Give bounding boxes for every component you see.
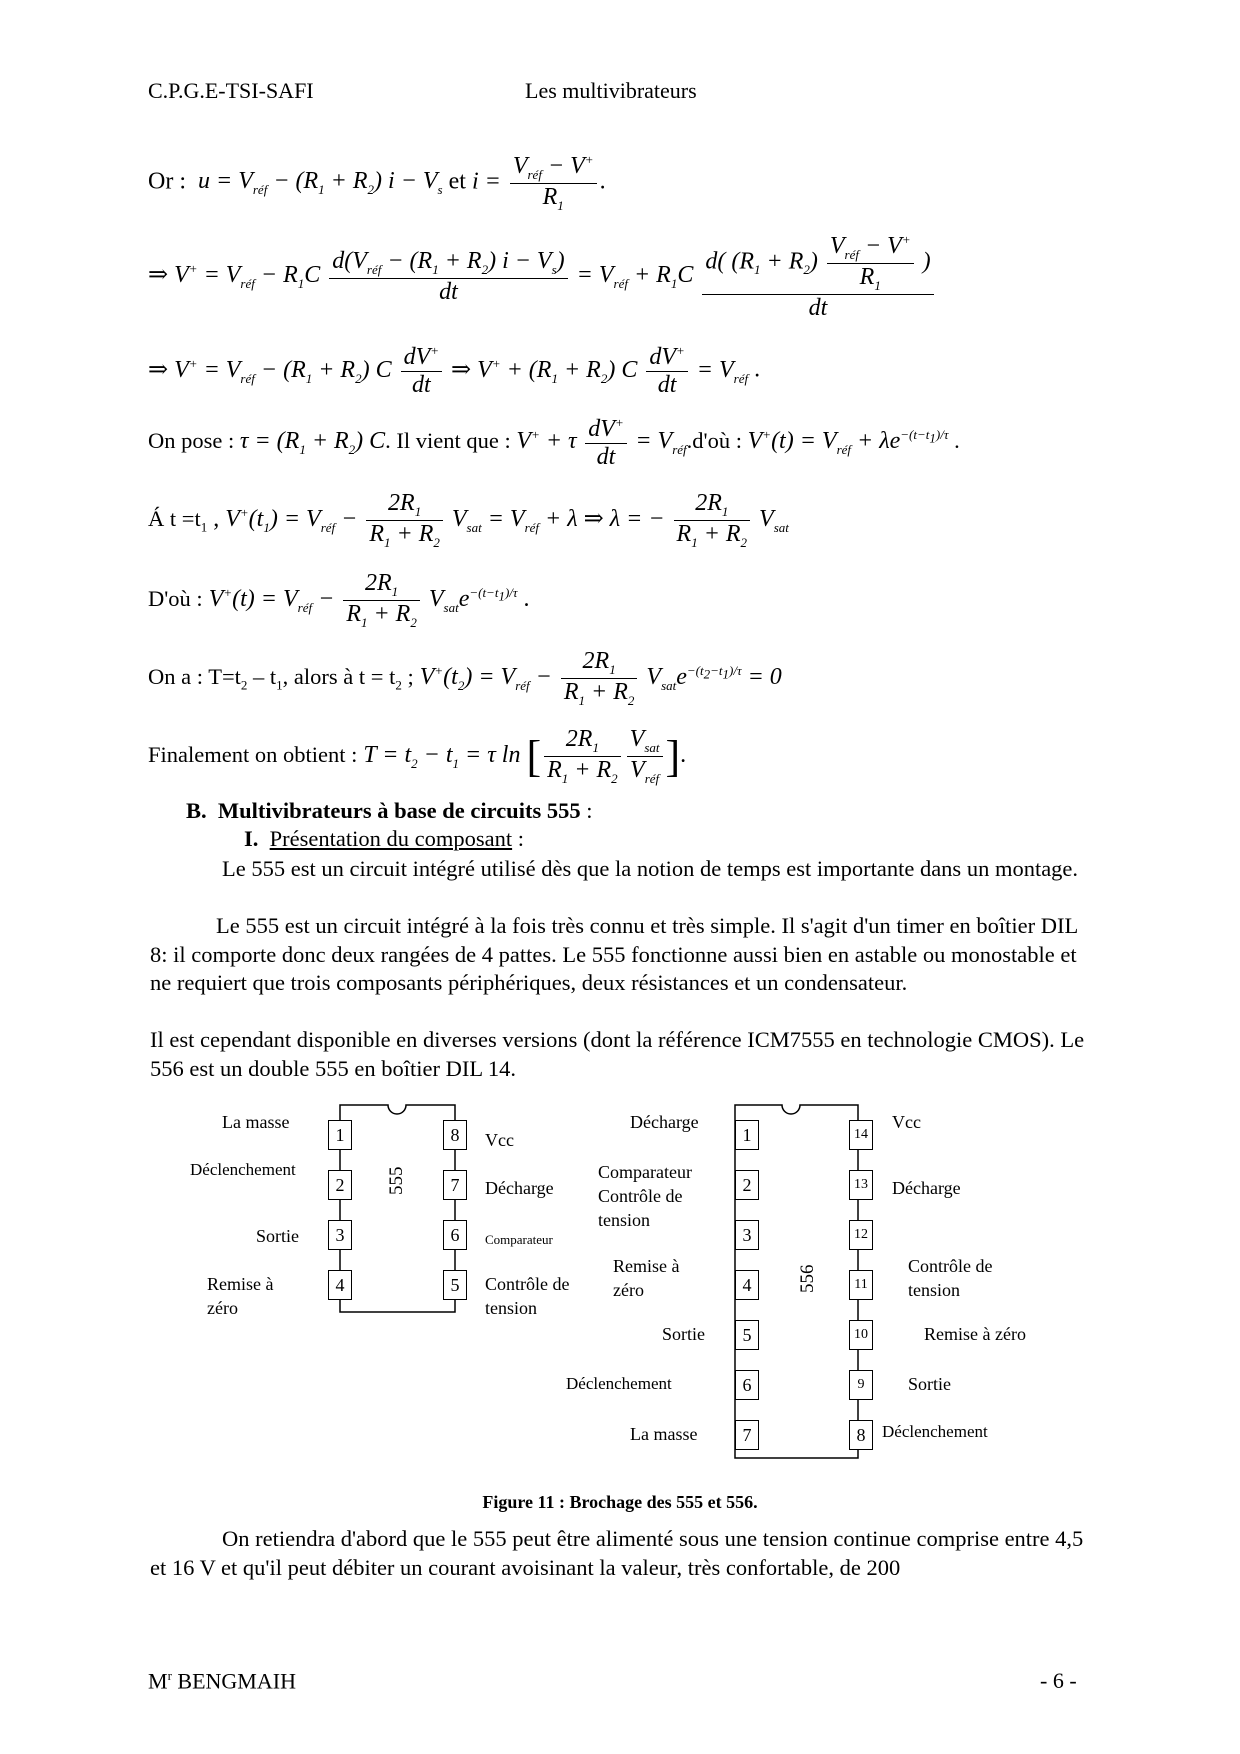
eq7-mid: – t: [247, 663, 277, 689]
equation-6: D'où : $V^+(t) = V_{réf}$ − $\frac{2R_1}{R_1 + R_2}$ $V_{sat}e^{-(t-t_1)/\tau}$ .: [148, 570, 530, 630]
header-left: C.P.G.E-TSI-SAFI: [148, 78, 314, 103]
eq1-mid: et: [448, 168, 466, 195]
ic555-label-declenchement: Déclenchement: [190, 1160, 296, 1179]
ic556-pin-4: 4: [735, 1270, 759, 1300]
section-b-letter: B.: [186, 798, 207, 823]
ic556-label-sortie-right: Sortie: [908, 1374, 951, 1394]
ic555-pin-3: 3: [328, 1220, 352, 1250]
equation-2: ⇒ $V^+ = V_{réf} - R_1C$ $\frac{d(V_{réf} - (R_1 + R_2) i - V_s)}{dt}$ = $V_{réf} + R_1C$ d( $(R_1 + R_2)$ $\frac{V_{réf} - V^+}{R_1}$ ) dt: [148, 232, 937, 322]
paragraph-2: Le 555 est un circuit intégré à la fois très connu et très simple. Il s'agit d'un timer en boîtier DIL 8: il comporte donc deux rangées de 4 pattes. Le 555 fonctionne aussi bien en astable ou monostable et ne requiert que trois composants périphériques, deux résistances et un condensateur.: [150, 913, 1078, 995]
ic556-pin-8: 8: [849, 1420, 873, 1450]
equation-5: Á $t =t_1$ , $V^+(t_1) = V_{réf}$ − $\frac{2R_1}{R_1 + R_2}$ $V_{sat} = V_{réf} + \lambda$ ⇒ λ = − $\frac{2R_1}{R_1 + R_2}$ $V_{sat}$: [148, 490, 789, 550]
ic556-pin-11: 11: [849, 1270, 873, 1300]
ic556-pin-10: 10: [849, 1320, 873, 1350]
ic556-pin-7: 7: [735, 1420, 759, 1450]
ic556-label-declenchement-left: Déclenchement: [566, 1374, 672, 1393]
ic556-label-declenchement-right: Déclenchement: [882, 1422, 988, 1441]
ic556-pin-13: 13: [849, 1170, 873, 1200]
ic556-label-remise-a-zero-right: Remise à zéro: [924, 1324, 1026, 1344]
footer-author-m: M: [148, 1668, 168, 1694]
ic556-pin-14: 14: [849, 1120, 873, 1150]
footer-author: [148, 1668, 296, 1694]
eq4-prefix: On pose :: [148, 428, 235, 454]
figure-caption: Figure 11 : Brochage des 555 et 556.: [482, 1492, 758, 1512]
equation-7: On a : $T=t_2 - t_1$, alors à $t = t_2$ ; $V^+(t_2) = V_{réf}$ − $\frac{2R_1}{R_1 + R_2}$ $V_{sat}e^{-(t_2-t_1)/\tau} = 0$: [148, 648, 782, 708]
ic555-pin-8: 8: [443, 1120, 467, 1150]
ic555-label-controle-tension: Contrôle de tension: [485, 1274, 570, 1318]
equation-8: Finalement on obtient : $T = t_2 - t_1 = \tau$ ln [ $\frac{2R_1}{R_1 + R_2}$ $\frac{V_{sat}}{V_{réf}}$ ].: [148, 726, 687, 786]
eq5-prefix: Á t =t: [148, 505, 201, 531]
ic556-pin-3: 3: [735, 1220, 759, 1250]
eq4-dou: .d'où :: [686, 428, 742, 454]
eq1-prefix: Or :: [148, 168, 186, 195]
ic556-label-comparateur-controle: Comparateur Contrôle de tension: [598, 1162, 692, 1230]
ic555-label-sortie: Sortie: [256, 1226, 299, 1246]
ic555-pin-1: 1: [328, 1120, 352, 1150]
ic556-label-remise-a-zero-left: Remise à zéro: [613, 1256, 680, 1300]
section-i-title: Présentation du composant: [269, 826, 513, 851]
ic-556-name: 556: [797, 1264, 818, 1293]
ic555-label-decharge: Décharge: [485, 1178, 554, 1198]
paragraph-4: On retiendra d'abord que le 555 peut être alimenté sous une tension continue comprise entre 4,5 et 16 V et qu'il peut débiter un courant avoisinant la valeur, très confortable, de 200: [150, 1526, 1084, 1580]
ic555-pin-5: 5: [443, 1270, 467, 1300]
paragraph-1: Le 555 est un circuit intégré utilisé dès que la notion de temps est importante dans un montage.: [222, 856, 1079, 881]
ic556-label-controle-tension: Contrôle de tension: [908, 1256, 993, 1300]
eq7-prefix: On a : T=t: [148, 663, 241, 689]
ic555-pin-2: 2: [328, 1170, 352, 1200]
ic556-pin-2: 2: [735, 1170, 759, 1200]
ic556-pin-9: 9: [849, 1370, 873, 1400]
ic555-pin-4: 4: [328, 1270, 352, 1300]
equation-3: ⇒ $V^+ = V_{réf} - (R_1 + R_2)$ C $\frac{dV^+}{dt}$ ⇒ $V^+ + (R_1 + R_2)$ C $\frac{dV^+}{dt}$ = $V_{réf}$ .: [148, 343, 761, 398]
ic556-label-la-masse: La masse: [630, 1424, 698, 1444]
ic555-pin-6: 6: [443, 1220, 467, 1250]
ic556-label-sortie-left: Sortie: [662, 1324, 705, 1344]
header-title: Les multivibrateurs: [525, 78, 697, 103]
ic556-pin-6: 6: [735, 1370, 759, 1400]
section-b-heading: [186, 798, 592, 824]
eq8-prefix: Finalement on obtient :: [148, 741, 358, 767]
paragraph-3: Il est cependant disponible en diverses versions (dont la référence ICM7555 en technologie CMOS). Le 556 est un double 555 en boîtier DIL 14.: [150, 1027, 1085, 1081]
equation-1: Or : $u = V_{réf} - (R_1 + R_2) i - V_s$ et i = $\frac{V_{réf} - V^+}{R_1}$ .: [148, 152, 606, 213]
ic555-label-remise-a-zero: Remise à zéro: [207, 1274, 274, 1318]
footer-author-sup: r: [167, 1668, 172, 1683]
eq6-prefix: D'où :: [148, 585, 203, 611]
section-i-numeral: I.: [244, 826, 259, 851]
ic555-pin-7: 7: [443, 1170, 467, 1200]
eq7-mid2: , alors à t = t: [282, 663, 396, 689]
ic556-pin-1: 1: [735, 1120, 759, 1150]
equation-4: On pose : $\tau = (R_1 + R_2)$ C. Il vient que : V+ + τ $\frac{dV^+}{dt}$ = $V_{réf}.d'où$ : $V^+(t) = V_{réf} + \lambda e^{-(t-t_1)/\tau}$ .: [148, 415, 960, 470]
ic556-label-decharge-right: Décharge: [892, 1178, 961, 1198]
ic556-label-vcc: Vcc: [892, 1112, 921, 1132]
section-i-suffix: :: [512, 826, 524, 851]
ic555-label-vcc: Vcc: [485, 1130, 514, 1150]
ic556-label-decharge-left: Décharge: [630, 1112, 699, 1132]
section-i-heading: [244, 826, 524, 852]
section-b-suffix: :: [580, 798, 593, 823]
ic555-label-comparateur: Comparateur: [485, 1232, 553, 1247]
ic556-pin-5: 5: [735, 1320, 759, 1350]
ic555-label-la-masse: La masse: [222, 1112, 290, 1132]
ic-555-name: 555: [386, 1166, 407, 1195]
ic556-pin-12: 12: [849, 1220, 873, 1250]
eq4-mid: . Il vient que :: [385, 428, 511, 454]
footer-page-number: - 6 -: [1040, 1668, 1077, 1693]
section-b-title: Multivibrateurs à base de circuits 555: [217, 798, 581, 823]
footer-author-name: BENGMAIH: [171, 1668, 296, 1694]
